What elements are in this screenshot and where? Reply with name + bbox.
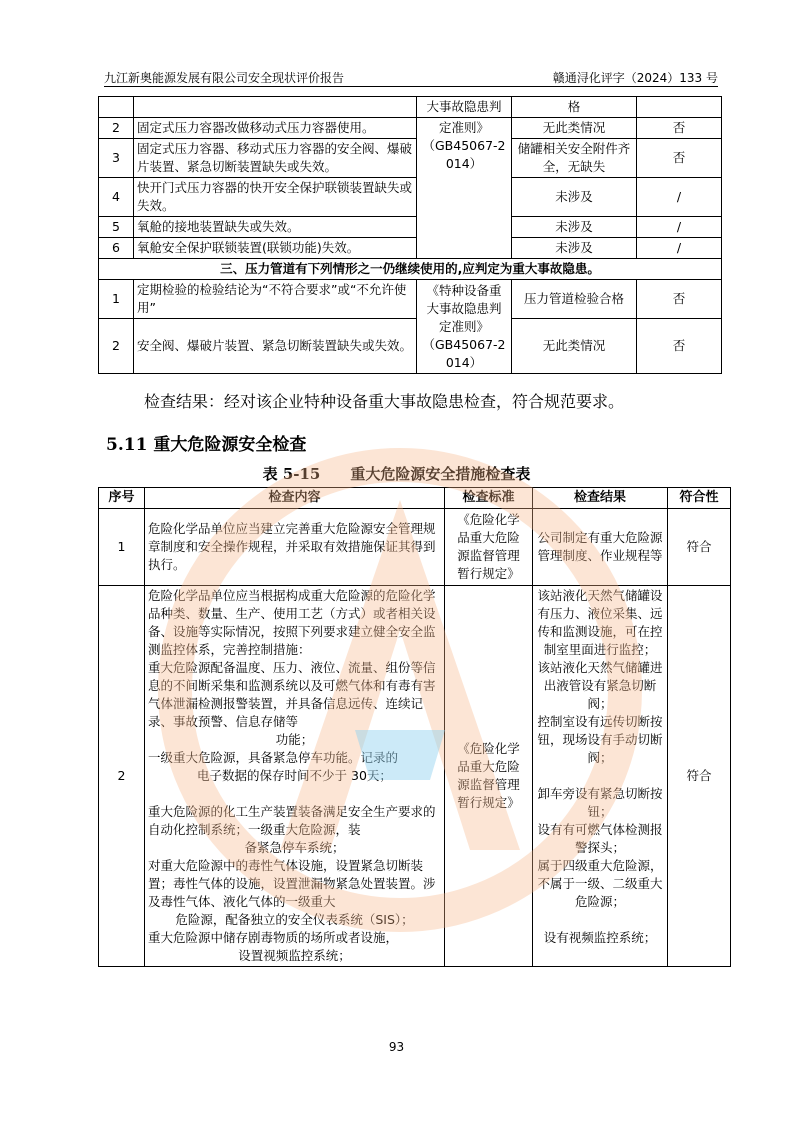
page-header	[104, 64, 718, 87]
col-header-result: 检查结果	[533, 488, 668, 509]
inspection-result-text: 检查结果：经对该企业特种设备重大事故隐患检查，符合规范要求。	[144, 392, 625, 411]
table-caption: 表 5-15 重大危险源安全措施检查表	[262, 465, 531, 483]
basis-cell: 《危险化学 品重大危险 源监督管理 暂行规定》	[445, 509, 533, 586]
content-cell: 危险化学品单位应当根据构成重大危险源的危险化学品种类、数量、生产、使用工艺（方式）或者相关设备、设施等实际情况，按照下列要求建立健全安全监测监控体系，完善控制措施： 重大危险源配备温度、压力、液位、流量、组份等信息的不间断采集和监测系统以及可燃气体和有毒有害气体泄漏检测报警装置，并具备信息远传、连续记录、事故预警、信息存储等 功能； 一级重大危险源，具备紧急停车功能。记录的 电子数据的保存时间不少于 30天； 重大危险源的化工生产装置装备满足安全生产要求的自动化控制系统；一级重大危险源，装 备紧急停车系统； 对重大危险源中的毒性气体设施，设置紧急切断装置；毒性气体的设施，设置泄漏物紧急处置装置。涉及毒性气体、液化气体的一级重大 危险源，配备独立的安全仪表系统（SIS）； 重大危险源中储存剧毒物质的场所或者设施， 设置视频监控系统；	[145, 586, 445, 967]
table-row: 2 固定式压力容器改做移动式压力容器使用。 定准则》 （GB45067-2 014） 无此类情况 否	[99, 118, 722, 139]
page-number: 93	[388, 1040, 405, 1054]
basis-cell: 大事故隐患判	[417, 97, 512, 118]
col-header-content: 检查内容	[145, 488, 445, 509]
table-row: 2 安全阀、爆破片装置、紧急切断装置缺失或失效。 无此类情况 否	[99, 319, 722, 374]
table-section-row	[99, 259, 722, 280]
result-cell: 该站液化天然气储罐设有压力、液位采集、远传和监测设施，可在控制室里面进行监控； 该站液化天然气储罐进出液管设有紧急切断阀； 控制室设有远传切断按钮，现场设有手动切断阀； 卸车旁设有紧急切断按钮； 设有有可燃气体检测报警探头； 属于四级重大危险源，不属于一级、二级重大危险源； 设有视频监控系统；	[533, 586, 668, 967]
table-row: 4 快开门式压力容器的快开安全保护联锁装置缺失或失效。 未涉及 /	[99, 178, 722, 217]
section-title: 5.11 重大危险源安全检查	[106, 435, 307, 455]
result-cell: 格	[512, 97, 637, 118]
col-header-conformity: 符合性	[668, 488, 731, 509]
section-heading: 三、压力管道有下列情形之一仍继续使用的,应判定为重大事故隐患。	[99, 259, 722, 280]
table-row	[99, 97, 722, 118]
basis-cell: 《特种设备重 大事故隐患判 定准则》 （GB45067-2 014）	[417, 280, 512, 374]
table-row: 2 危险化学品单位应当根据构成重大危险源的危险化学品种类、数量、生产、使用工艺（方式）或者相关设备、设施等实际情况，按照下列要求建立健全安全监测监控体系，完善控制措施： 重大危险源配备温度、压力、液位、流量、组份等信息的不间断采集和监测系统以及可燃气体和有毒有害气体泄漏检测报警装置，并具备信息远传、连续记录、事故预警、信息存储等 功能； 一级重大危险源，具备紧急停车功能。记录的 电子数据的保存时间不少于 30天； 重大危险源的化工生产装置装备满足安全生产要求的自动化控制系统；一级重大危险源，装 备紧急停车系统； 对重大危险源中的毒性气体设施，设置紧急切断装置；毒性气体的设施，设置泄漏物紧急处置装置。涉及毒性气体、液化气体的一级重大 危险源，配备独立的安全仪表系统（SIS）； 重大危险源中储存剧毒物质的场所或者设施， 设置视频监控系统； 《危险化学 品重大危险 源监督管理 暂行规定》 该站液化天然气储罐设有压力、液位采集、远传和监测设施，可在控制室里面进行监控； 该站液化天然气储罐进出液管设有紧急切断阀； 控制室设有远传切断按钮，现场设有手动切断阀； 卸车旁设有紧急切断按钮； 设有有可燃气体检测报警探头； 属于四级重大危险源，不属于一级、二级重大危险源； 设有视频监控系统； 符合	[99, 586, 731, 967]
special-equipment-table	[98, 96, 722, 374]
table-row: 6 氧舱安全保护联锁装置(联锁功能)失效。 未涉及 /	[99, 238, 722, 259]
table-row: 1 定期检验的检验结论为“不符合要求”或“不允许使用” 《特种设备重 大事故隐患判 定准则》 （GB45067-2 014） 压力管道检验合格 否	[99, 280, 722, 319]
col-header-basis: 检查标准	[445, 488, 533, 509]
table-row: 5 氧舱的接地装置缺失或失效。 未涉及 /	[99, 217, 722, 238]
header-left: 九江新奥能源发展有限公司安全现状评价报告	[104, 71, 345, 85]
basis-cell: 定准则》 （GB45067-2 014）	[417, 118, 512, 259]
table-row: 1 危险化学品单位应当建立完善重大危险源安全管理规章制度和安全操作规程，并采取有效措施保证其得到执行。 《危险化学 品重大危险 源监督管理 暂行规定》 公司制定有重大危险源管理制度、作业规程等 符合	[99, 509, 731, 586]
hazard-source-table	[98, 487, 731, 967]
basis-cell: 《危险化学 品重大危险 源监督管理 暂行规定》	[445, 586, 533, 967]
table-header-row	[99, 488, 731, 509]
header-right: 赣通浔化评字（2024）133 号	[552, 71, 718, 85]
table-row: 3 固定式压力容器、移动式压力容器的安全阀、爆破片装置、紧急切断装置缺失或失效。 储罐相关安全附件齐全，无缺失 否	[99, 139, 722, 178]
col-header-no: 序号	[99, 488, 145, 509]
